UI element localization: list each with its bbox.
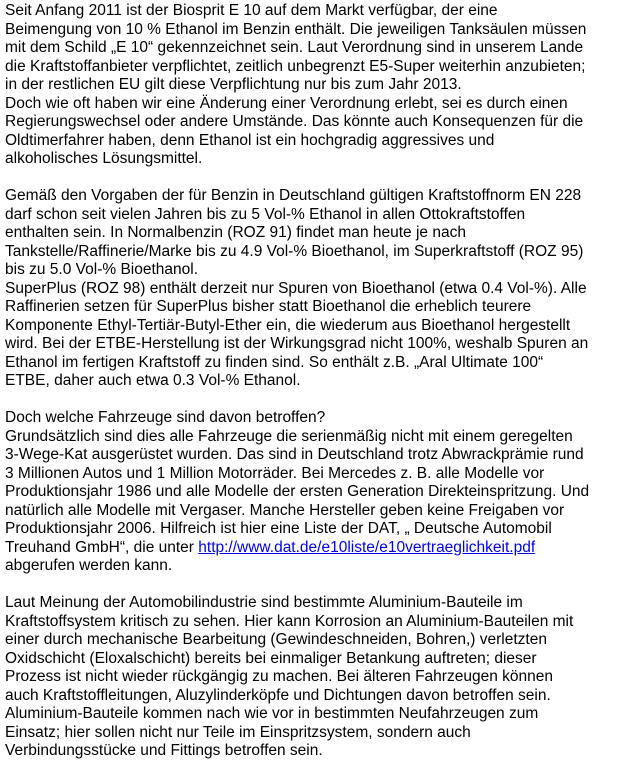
text-line: Seit Anfang 2011 ist der Biosprit E 10 auf dem Markt verfügbar, der eine: [5, 2, 498, 19]
text-line: Ethanol im fertigen Kraftstoff zu finden sind. So enthält z.B. „Aral Ultimate 100“: [5, 353, 544, 371]
text-line: bis zu 5.0 Vol-% Bioethanol.: [5, 261, 199, 278]
text-line: Oxidschicht (Eloxalschicht) bereits bei einmaliger Betankung auftreten; dieser: [5, 649, 537, 667]
text-line: Gemäß den Vorgaben der für Benzin in Deutschland gültigen Kraftstoffnorm EN 228: [5, 187, 582, 204]
text-line: Produktionsjahr 1986 und alle Modelle der ersten Generation Direkteinspritzung. Und: [5, 483, 590, 500]
text-line: Oldtimerfahrer haben, denn Ethanol ist ein hochgradig aggressives und: [5, 131, 495, 149]
text-line: die Kraftstoffanbieter verpflichtet, zeitlich unbegrenzt E5-Super weiterhin anzubieten;: [5, 57, 586, 75]
text-line: SuperPlus (ROZ 98) enthält derzeit nur Spuren von Bioethanol (etwa 0.4 Vol-%). Alle: [5, 279, 587, 297]
text-line: Grundsätzlich sind dies alle Fahrzeuge die serienmäßig nicht mit einem geregelten: [5, 427, 573, 445]
text-line: in der restlichen EU gilt diese Verpflichtung nur bis zum Jahr 2013.: [5, 76, 462, 93]
e10-compatibility-list-link[interactable]: http://www.dat.de/e10liste/e10vertraeglichkeit.pdf: [198, 538, 536, 556]
text-line: enthalten sein. In Normalbenzin (ROZ 91) findet man heute je nach: [5, 224, 466, 241]
text-line: 3 Millionen Autos und 1 Million Motorräder. Bei Mercedes z. B. alle Modelle vor: [5, 464, 545, 482]
link-line-prefix: Treuhand GmbH“, die unter: [5, 538, 199, 556]
text-line: darf schon seit vielen Jahren bis zu 5 Vol-% Ethanol in allen Ottokraftstoffen: [5, 205, 526, 223]
text-line: 3-Wege-Kat ausgerüstet wurden. Das sind in Deutschland trotz Abwrackprämie rund: [5, 446, 584, 463]
text-line: Beimengung von 10 % Ethanol im Benzin enthält. Die jeweiligen Tanksäulen müssen: [5, 20, 587, 38]
text-line: Tankstelle/Raffinerie/Marke bis zu 4.9 Vol-% Bioethanol, im Superkraftstoff (ROZ 95): [5, 242, 584, 260]
text-line: Raffinerien setzen für SuperPlus bisher statt Bioethanol die erheblich teurere: [5, 298, 532, 315]
text-line: Doch welche Fahrzeuge sind davon betroffen?: [5, 409, 326, 426]
text-line: Laut Meinung der Automobilindustrie sind bestimmte Aluminium-Bauteile im: [5, 594, 523, 611]
paragraph-kraftstoffnorm: [5, 187, 618, 391]
text-line: ETBE, daher auch etwa 0.3 Vol-% Ethanol.: [5, 372, 301, 389]
text-line: auch Kraftstoffleitungen, Aluzylinderköpfe und Dichtungen davon betroffen sein.: [5, 686, 551, 704]
text-line: Prozess ist nicht wieder rückgängig zu machen. Bei älteren Fahrzeugen können: [5, 668, 553, 685]
text-line: alkoholisches Lösungsmittel.: [5, 150, 203, 167]
text-line-with-link: [5, 539, 618, 558]
text-line: mit dem Schild „E 10“ gekennzeichnet sein. Laut Verordnung sind in unserem Lande: [5, 39, 584, 56]
text-line: Komponente Ethyl-Tertiär-Butyl-Ether ein, die wiederum aus Bioethanol hergestellt: [5, 316, 571, 334]
text-line: Aluminium-Bauteile kommen nach wie vor in bestimmten Neufahrzeugen zum: [5, 705, 539, 722]
text-line: wird. Bei der ETBE-Herstellung ist der Wirkungsgrad nicht 100%, weshalb Spuren an: [5, 335, 589, 352]
text-line: natürlich alle Modelle mit Vergaser. Manche Hersteller geben keine Freigaben vor: [5, 501, 565, 519]
paragraph-betroffene-fahrzeuge: [5, 409, 618, 576]
paragraph-aluminium-bauteile: [5, 594, 618, 761]
text-line: Verbindungsstücke und Fittings betroffen sein.: [5, 742, 323, 759]
text-line: Produktionsjahr 2006. Hilfreich ist hier eine Liste der DAT, „ Deutsche Automobil: [5, 520, 552, 537]
paragraph-intro-e10: [5, 2, 618, 169]
text-line: Kraftstoffsystem kritisch zu sehen. Hier kann Korrosion an Aluminium-Bauteilen mit: [5, 612, 574, 630]
text-line: einer durch mechanische Bearbeitung (Gewindeschneiden, Bohren,) verletzten: [5, 631, 547, 648]
text-line: Einsatz; hier sollen nicht nur Teile im Einspritzsystem, sondern auch: [5, 723, 471, 741]
text-line: abgerufen werden kann.: [5, 557, 173, 574]
text-line: Doch wie oft haben wir eine Änderung einer Verordnung erlebt, sei es durch einen: [5, 94, 568, 112]
text-line: Regierungswechsel oder andere Umstände. Das könnte auch Konsequenzen für die: [5, 113, 584, 130]
